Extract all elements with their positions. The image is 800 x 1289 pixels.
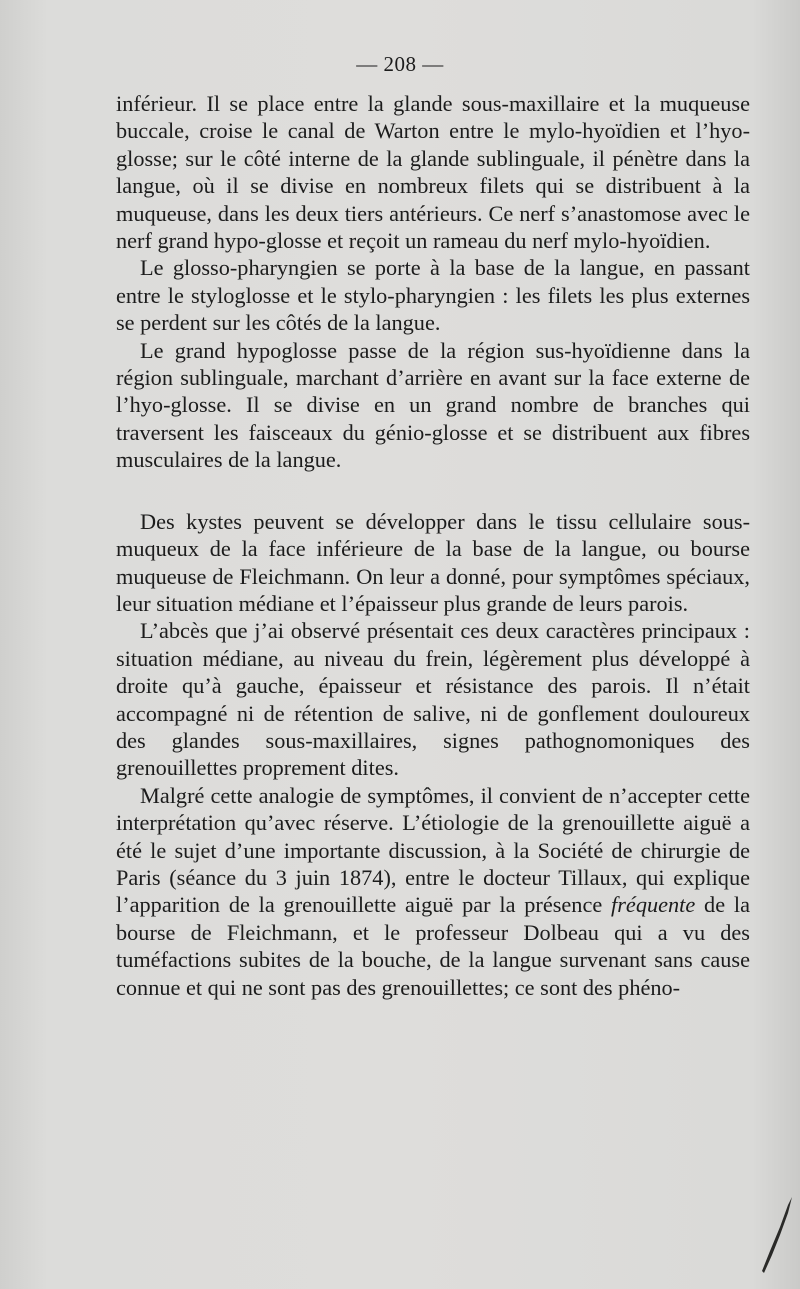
emphasis-frequente: fréquente [611,892,696,918]
paragraph-etiologie-part1: Malgré cette analogie de symptômes, il convient de n’accepter cette interprétation qu’avec réserve. L’étiologie de la grenouillette aiguë a été le sujet d’une importante discussion, à la Société de chirurgie de Paris (séance du 3 juin 1874), entre le docteur Tillaux, qui explique l’apparition de la grenouillette aiguë par la présence [116,782,750,918]
pencil-mark [758,1195,796,1275]
paragraph-glosso-pharyngien: Le glosso-pharyngien se porte à la base de la langue, en passant entre le styloglosse et le stylo-pharyngien : les filets les plus externes se perdent sur les côtés de la langue. [116,255,750,336]
paragraph-kystes: Des kystes peuvent se développer dans le tissu cellulaire sous-muqueux de la face inférieure de la base de la langue, ou bourse muqueuse de Fleichmann. On leur a donné, pour symptômes spéciaux, leur situation médiane et l’épaisseur plus grande de leurs parois. [116,508,750,616]
paragraph-etiologie [116,782,750,1001]
paragraph-abces: L’abcès que j’ai observé présentait ces deux caractères principaux : situation médiane, au niveau du frein, légèrement plus développé à droite qu’à gauche, épaisseur et résistance des parois. Il n’était accompagné ni de rétention de salive, ni de gonflement douloureux des glandes sous-maxillaires, signes pathognomoniques des grenouillettes proprement dites. [116,618,750,781]
page-number: — 208 — [356,52,444,76]
paragraph-nerf-lingual: inférieur. Il se place entre la glande sous-maxillaire et la muqueuse buccale, croise le canal de Warton entre le mylo-hyoïdien et l’hyo-glosse; sur le côté interne de la glande sublinguale, il pénètre dans la langue, où il se divise en nombreux filets qui se distribuent à la muqueuse, dans les deux tiers antérieurs. Ce nerf s’anastomose avec le nerf grand hypo-glosse et reçoit un rameau du nerf mylo-hyoïdien. [116,91,750,254]
paragraph-grand-hypoglosse: Le grand hypoglosse passe de la région sus-hyoïdienne dans la région sublinguale, marchant d’arrière en avant sur la face externe de l’hyo-glosse. Il se divise en un grand nombre de branches qui traversent les faisceaux du génio-glosse et se distribuent aux fibres musculaires de la langue. [116,337,750,473]
body-text [116,90,750,1001]
paragraph-etiologie-part2: de la bourse de Fleichmann, et le professeur Dolbeau qui a vu des tuméfactions subites de la bouche, de la langue survenant sans cause connue et qui ne sont pas des grenouillettes; ce sont des phéno- [116,892,750,1000]
